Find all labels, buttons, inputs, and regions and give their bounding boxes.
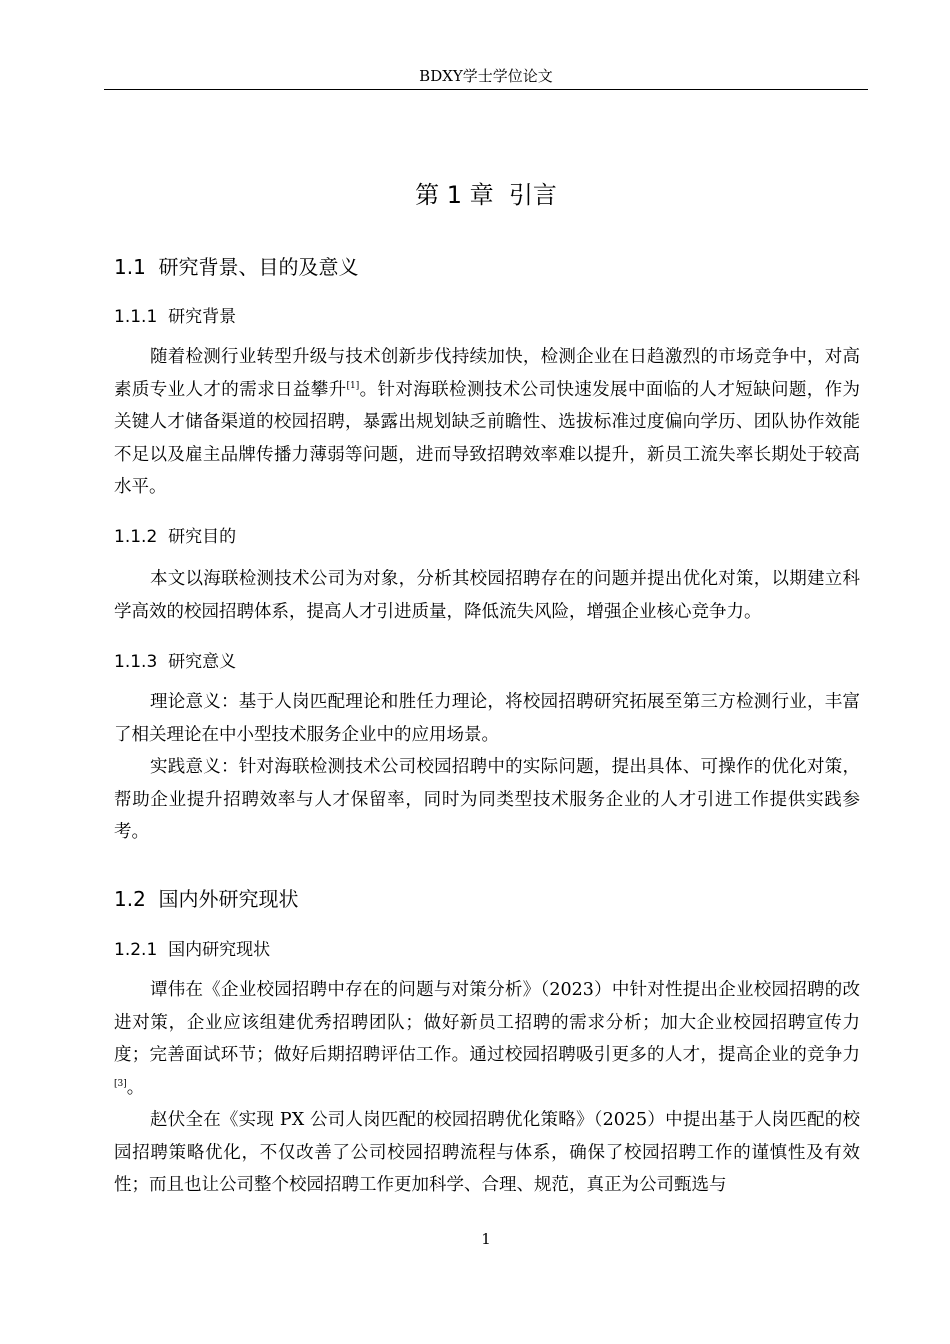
header-rule [104, 89, 868, 90]
paragraph-research-background [114, 341, 860, 504]
citation-ref: [3] [114, 1078, 127, 1089]
subsection-heading-1-1-2: 1.1.2 研究目的 [114, 527, 237, 547]
subsection-heading-1-1-1: 1.1.1 研究背景 [114, 307, 237, 327]
paragraph-practical-significance: 实践意义：针对海联检测技术公司校园招聘中的实际问题，提出具体、可操作的优化对策，帮助企业提升招聘效率与人才保留率，同时为同类型技术服务企业的人才引进工作提供实践参考。 [114, 757, 860, 842]
section-heading-1-1: 1.1 研究背景、目的及意义 [114, 255, 359, 279]
paragraph-text: 。针对海联检测技术公司快速发展中面临的人才短缺问题，作为关键人才储备渠道的校园招聘，暴露出规划缺乏前瞻性、选拔标准过度偏向学历、团队协作效能不足以及雇主品牌传播力薄弱等问题，进而导致招聘效率难以提升，新员工流失率长期处于较高水平。 [114, 379, 861, 497]
paragraph-text: 谭伟在《企业校园招聘中存在的问题与对策分析》（2023）中针对性提出企业校园招聘的改进对策，企业应该组建优秀招聘团队；做好新员工招聘的需求分析；加大企业校园招聘宣传力度；完善面试环节；做好后期招聘评估工作。通过校园招聘吸引更多的人才，提高企业的竞争力 [114, 980, 860, 1065]
page-number: 1 [481, 1230, 491, 1248]
chapter-title: 第 1 章 引言 [415, 181, 557, 209]
paragraph-text: 随着检测行业转型升级与技术创新步伐持续加快，检测企业在日趋激烈的市场竞争中，对高素质专业人才的需求日益攀升 [114, 347, 860, 400]
paragraph-research-purpose: 本文以海联检测技术公司为对象，分析其校园招聘存在的问题并提出优化对策，以期建立科学高效的校园招聘体系，提高人才引进质量，降低流失风险，增强企业核心竞争力。 [114, 569, 860, 622]
paragraph-theoretical-significance: 理论意义：基于人岗匹配理论和胜任力理论，将校园招聘研究拓展至第三方检测行业，丰富了相关理论在中小型技术服务企业中的应用场景。 [114, 692, 860, 745]
section-heading-1-2: 1.2 国内外研究现状 [114, 887, 299, 911]
subsection-heading-1-1-3: 1.1.3 研究意义 [114, 652, 237, 672]
citation-ref: [1] [346, 380, 360, 391]
paragraph-domestic-research-zhao: 赵伏全在《实现 PX 公司人岗匹配的校园招聘优化策略》（2025）中提出基于人岗匹配的校园招聘策略优化，不仅改善了公司校园招聘流程与体系，确保了校园招聘工作的谨慎性及有效性；而且也让公司整个校园招聘工作更加科学、合理、规范，真正为公司甄选与 [114, 1110, 860, 1195]
subsection-heading-1-2-1: 1.2.1 国内研究现状 [114, 940, 271, 960]
paragraph-domestic-research-tan [114, 974, 860, 1104]
running-header: BDXY学士学位论文 [419, 67, 553, 85]
paragraph-text: 。 [126, 1077, 145, 1098]
